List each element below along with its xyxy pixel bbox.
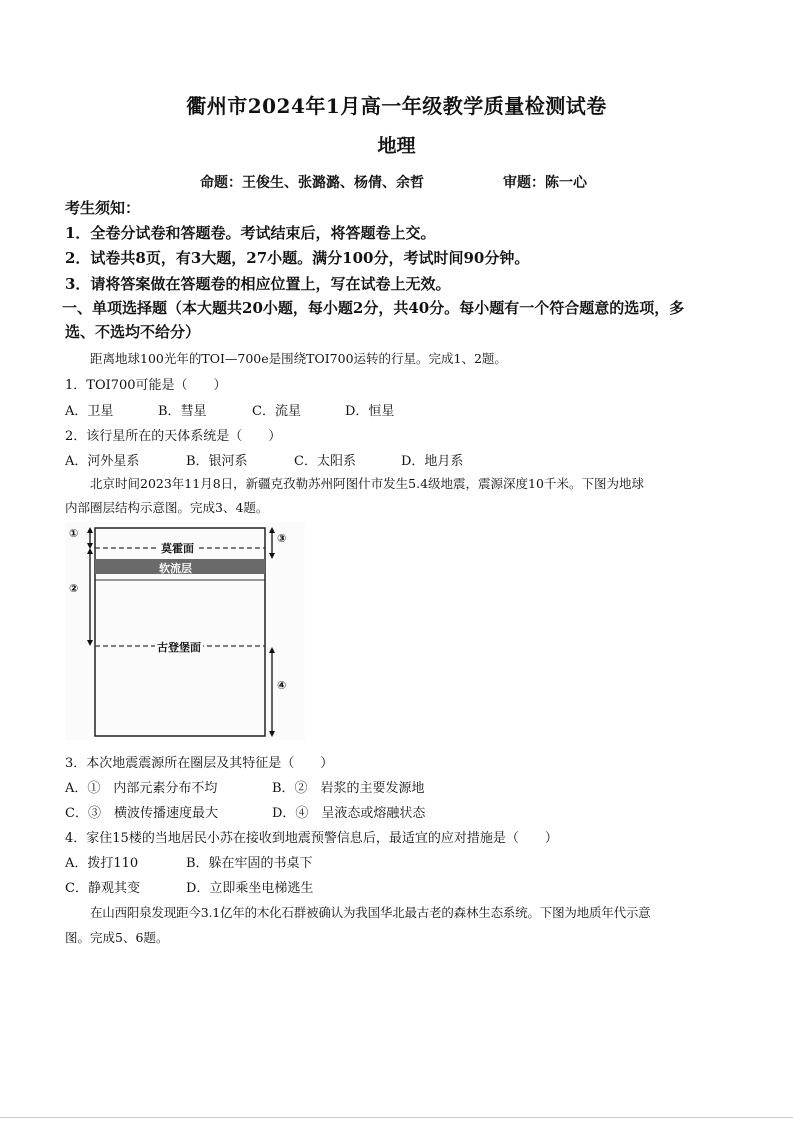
section-heading-cont: 选、不选均不给分） (65, 323, 201, 341)
option-b: B．彗星 (158, 404, 207, 419)
earth-structure-diagram (65, 522, 305, 740)
passage-text: 北京时间2023年11月8日，新疆克孜勒苏州阿图什市发生5.4级地震，震源深度10千米。下图为地球 (90, 476, 644, 491)
subject-title: 地理 (377, 135, 416, 157)
passage-text-cont: 图。完成5、6题。 (65, 930, 169, 945)
notice-item: 3．请将答案做在答题卷的相应位置上，写在试卷上无效。 (65, 275, 451, 293)
exam-title: 衢州市2024年1月高一年级教学质量检测试卷 (186, 94, 607, 118)
option-c: C．静观其变 (65, 881, 140, 896)
section-heading: 一、单项选择题（本大题共20小题，每小题2分，共40分。每小题有一个符合题意的选项，多 (62, 299, 685, 317)
option-a: A．河外星系 (65, 454, 140, 469)
question-stem: 2．该行星所在的天体系统是（ ） (65, 429, 282, 444)
option-a: A．① 内部元素分布不均 (65, 781, 218, 796)
notice-item: 2．试卷共8页，有3大题，27小题。满分100分，考试时间90分钟。 (65, 249, 530, 267)
option-c: C．太阳系 (294, 454, 356, 469)
moho-label: 莫霍面 (161, 542, 194, 555)
passage-text: 在山西阳泉发现距今3.1亿年的木化石群被确认为我国华北最古老的森林生态系统。下图为地质年代示意 (90, 905, 651, 920)
exam-reviewer: 审题：陈一心 (503, 175, 587, 191)
marker-3: ③ (277, 532, 287, 545)
asthenosphere-label: 软流层 (159, 562, 192, 575)
option-b: B．② 岩浆的主要发源地 (272, 781, 425, 796)
question-stem: 1．TOI700可能是（ ） (65, 378, 227, 393)
page-bottom-edge (0, 1117, 793, 1118)
option-b: B．躲在牢固的书桌下 (186, 856, 313, 871)
marker-2: ② (69, 582, 79, 595)
passage-text: 距离地球100光年的TOI—700e是围绕TOI700运转的行星。完成1、2题。 (90, 351, 507, 366)
notice-item: 1．全卷分试卷和答题卷。考试结束后，将答题卷上交。 (65, 224, 436, 242)
option-b: B．银河系 (186, 454, 248, 469)
option-d: D．④ 呈液态或熔融状态 (272, 806, 426, 821)
option-a: A．拨打110 (65, 856, 139, 871)
option-d: D．地月系 (401, 454, 464, 469)
marker-4: ④ (277, 679, 287, 692)
gutenberg-label: 古登堡面 (157, 641, 201, 654)
question-stem: 4．家住15楼的当地居民小苏在接收到地震预警信息后，最适宜的应对措施是（ ） (65, 831, 558, 846)
exam-authors: 命题：王俊生、张潞潞、杨倩、余哲 (200, 175, 424, 191)
question-stem: 3．本次地震震源所在圈层及其特征是（ ） (65, 756, 334, 771)
passage-text-cont: 内部圈层结构示意图。完成3、4题。 (65, 500, 269, 515)
option-c: C．流星 (252, 404, 301, 419)
option-c: C．③ 横波传播速度最大 (65, 806, 218, 821)
marker-1: ① (69, 527, 79, 540)
notice-heading: 考生须知： (65, 199, 141, 217)
option-a: A．卫星 (65, 404, 114, 419)
option-d: D．恒星 (345, 404, 395, 419)
option-d: D．立即乘坐电梯逃生 (186, 881, 314, 896)
